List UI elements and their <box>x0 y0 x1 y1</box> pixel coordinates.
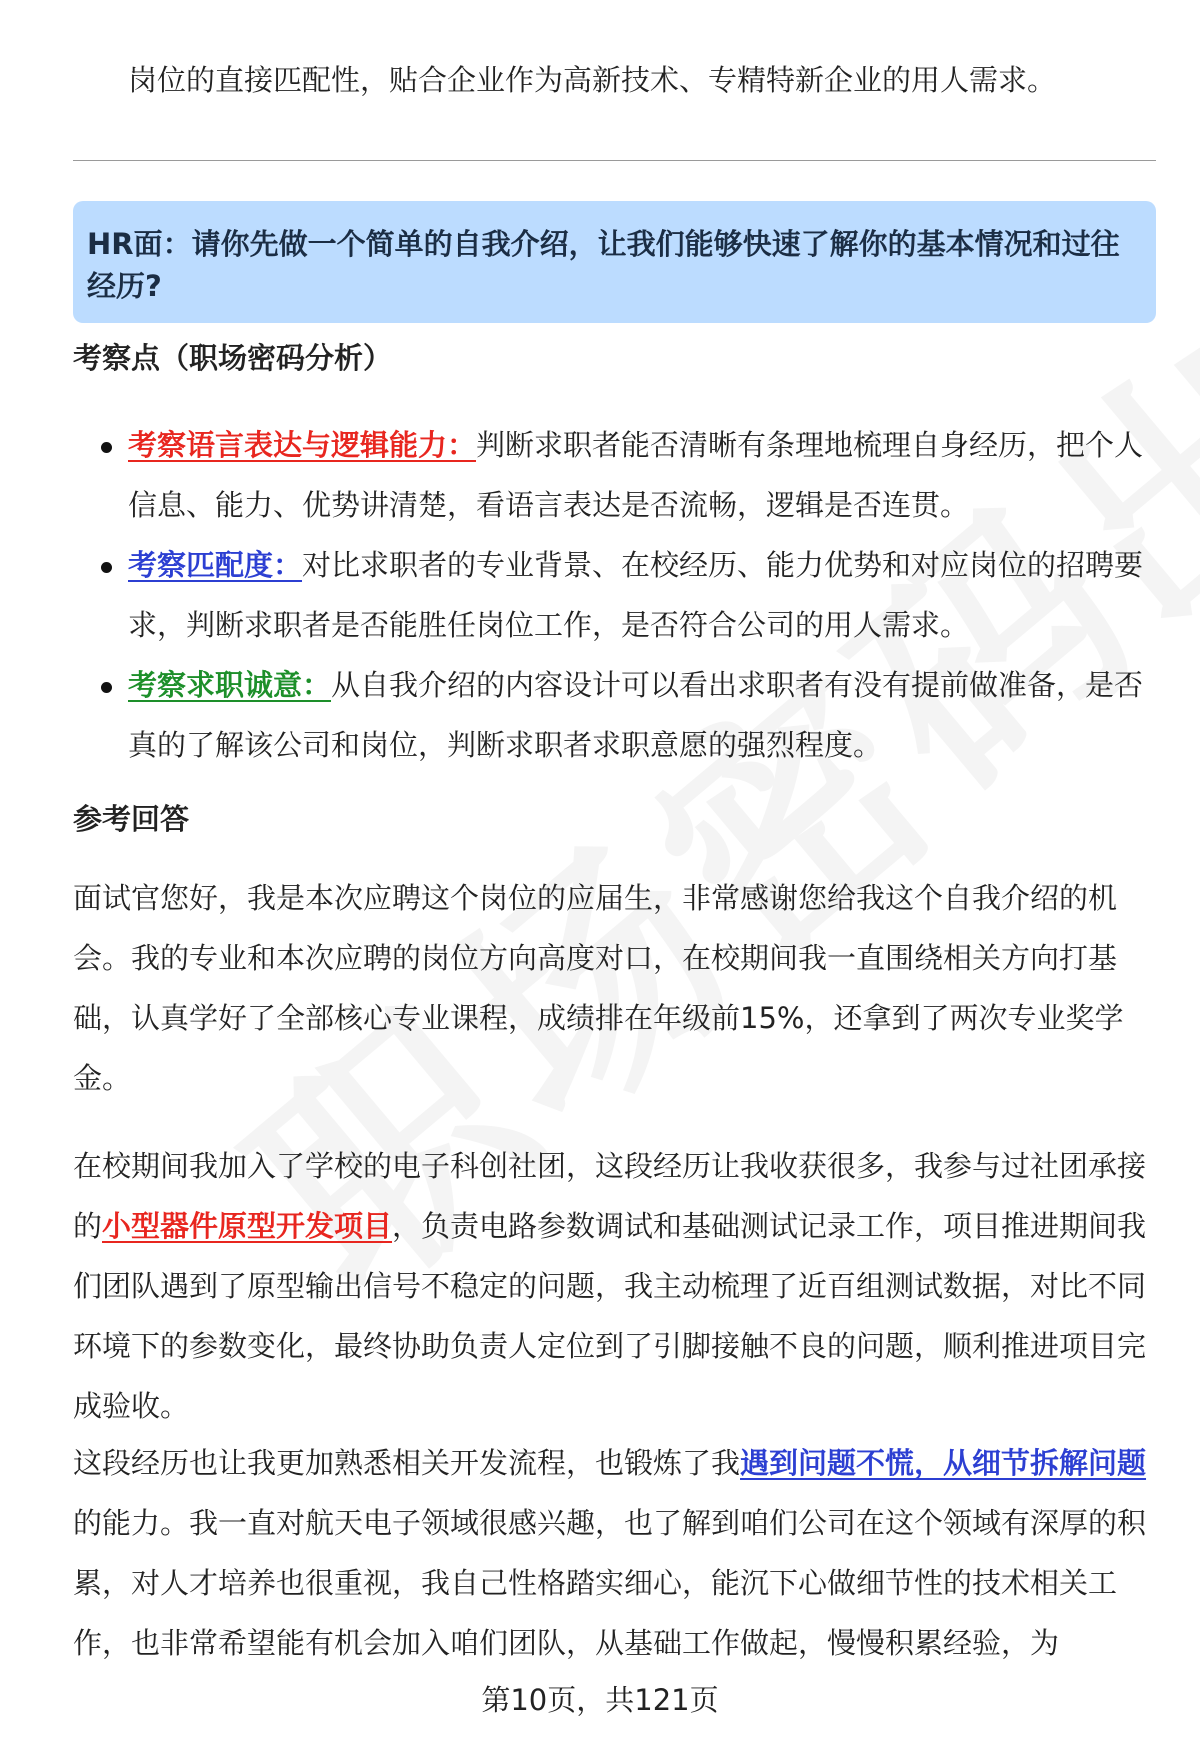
answer-paragraph: 在校期间我加入了学校的电子科创社团，这段经历让我收获很多，我参与过社团承接的小型器件原型开发项目，负责电路参数调试和基础测试记录工作，项目推进期间我们团队遇到了原型输出信号不稳定的问题，我主动梳理了近百组测试数据，对比不同环境下的参数变化，最终协助负责人定位到了引脚接触不良的问题，顺利推进项目完成验收。 <box>73 1149 1147 1423</box>
page-number: 第10页，共121页 <box>481 1683 719 1717</box>
section-divider <box>73 160 1156 161</box>
list-item <box>128 535 1148 655</box>
point-keyword: 考察匹配度： <box>128 548 303 582</box>
highlight-text: 小型器件原型开发项目 <box>102 1209 393 1243</box>
answer-paragraph: 这段经历也让我更加熟悉相关开发流程，也锻炼了我遇到问题不慌，从细节拆解问题的能力。我一直对航天电子领域很感兴趣，也了解到咱们公司在这个领域有深厚的积累，对人才培养也很重视，我自己性格踏实细心，能沉下心做细节性的技术相关工作，也非常希望能有机会加入咱们团队，从基础工作做起，慢慢积累经验，为 <box>73 1446 1147 1660</box>
continued-text: 岗位的直接匹配性，贴合企业作为高新技术、专精特新企业的用人需求。 <box>128 63 1057 97</box>
point-keyword: 考察求职诚意： <box>128 668 332 702</box>
point-text: 从自我介绍的内容设计可以看出求职者有没有提前做准备，是否真的了解该公司和岗位，判断求职者求职意愿的强烈程度。 <box>128 668 1144 762</box>
list-item <box>128 415 1148 535</box>
question-text: HR面：请你先做一个简单的自我介绍，让我们能够快速了解你的基本情况和过往经历? <box>87 227 1120 303</box>
point-keyword: 考察语言表达与逻辑能力： <box>128 428 477 462</box>
question-box <box>73 201 1156 323</box>
point-text: 对比求职者的专业背景、在校经历、能力优势和对应岗位的招聘要求，判断求职者是否能胜任岗位工作，是否符合公司的用人需求。 <box>128 548 1144 642</box>
point-text: 判断求职者能否清晰有条理地梳理自身经历，把个人信息、能力、优势讲清楚，看语言表达是否流畅，逻辑是否连贯。 <box>128 428 1144 522</box>
points-list <box>128 415 1148 775</box>
answer-title: 参考回答 <box>73 802 190 836</box>
bullet-icon <box>101 682 112 693</box>
highlight-text: 遇到问题不慌，从细节拆解问题 <box>740 1446 1147 1480</box>
bullet-icon <box>101 442 112 453</box>
list-item <box>128 655 1148 775</box>
answer-paragraph: 面试官您好，我是本次应聘这个岗位的应届生，非常感谢您给我这个自我介绍的机会。我的专业和本次应聘的岗位方向高度对口，在校期间我一直围绕相关方向打基础，认真学好了全部核心专业课程，成绩排在年级前15%，还拿到了两次专业奖学金。 <box>73 881 1124 1095</box>
bullet-icon <box>101 562 112 573</box>
points-title: 考察点（职场密码分析） <box>73 341 393 375</box>
